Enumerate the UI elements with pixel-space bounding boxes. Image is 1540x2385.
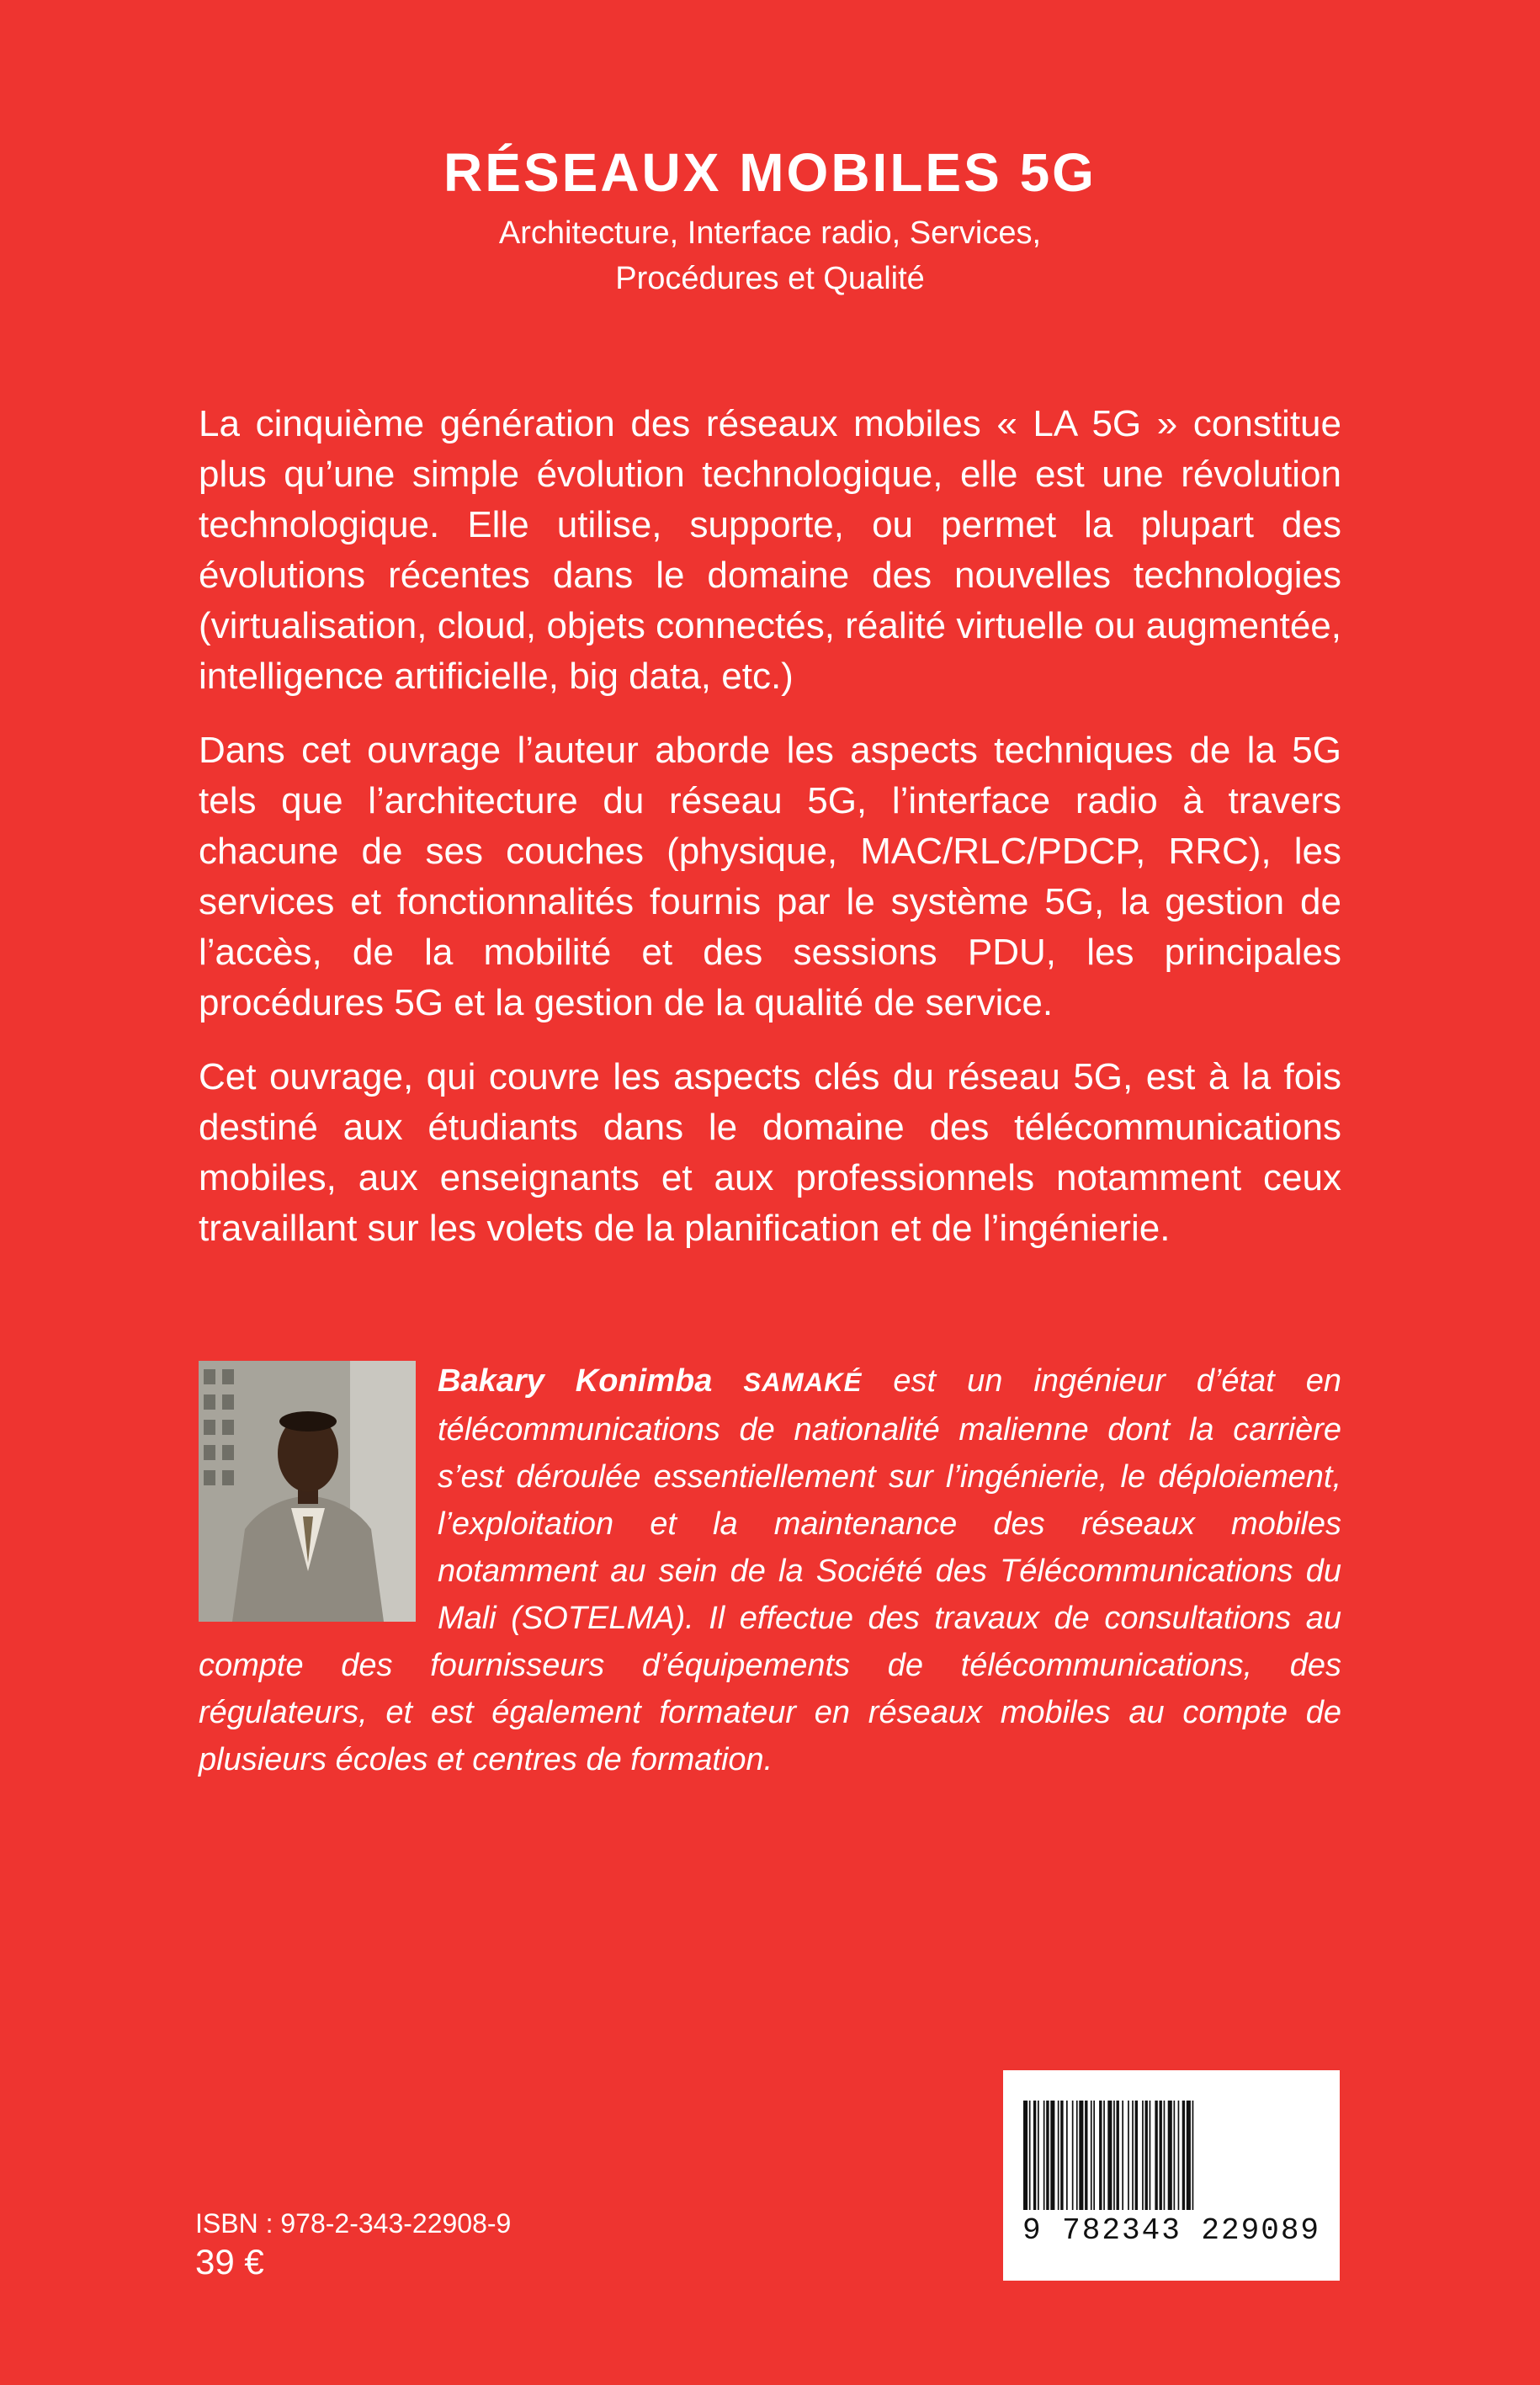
description-paragraph-3: Cet ouvrage, qui couvre les aspects clés du réseau 5G, est à la fois destiné aux étudiants dans le domaine des télécommunications mobiles, aux enseignants et aux professionnels notamment ceux travaillant sur les volets de la planification et de l’ingénierie. [199, 1056, 1341, 1249]
barcode-bar [1043, 2101, 1045, 2210]
barcode-bar [1060, 2101, 1063, 2210]
book-title: RÉSEAUX MOBILES 5G [443, 142, 1097, 203]
barcode-bar [1066, 2101, 1068, 2210]
barcode-bar [1046, 2101, 1049, 2210]
author-first-name: Bakary Konimba [438, 1363, 744, 1399]
barcode-bar [1155, 2101, 1157, 2210]
author-bio-text: est un ingénieur d’état en télécommunications de nationalité malienne dont la carrière s’est déroulée essentiellement sur l’ingénierie, le déploiement, l’exploitation et la maintenance des réseaux mobiles notamment au sein de la Société des Télécommunications du Mali (SOTELMA). Il effectue des travaux de consultations au compte des fournisseurs d’équipements de télécommunications, des régulateurs, et est également formateur en réseaux mobiles au compte de plusieurs écoles et centres de formation. [199, 1363, 1341, 1777]
barcode-bar [1029, 2101, 1031, 2210]
author-name [438, 1363, 862, 1399]
barcode-bar [1174, 2101, 1176, 2210]
barcode-bar [1113, 2101, 1115, 2210]
isbn-label: ISBN : 978-2-343-22908-9 [195, 2208, 512, 2239]
book-description [199, 399, 1341, 1277]
description-paragraph-1: La cinquième génération des réseaux mobiles « LA 5G » constitue plus qu’une simple évolution technologique, elle est une révolution technologique. Elle utilise, supporte, ou permet la plupart des évolutions récentes dans le domaine des nouvelles technologies (virtualisation, cloud, objets connectés, réalité virtuelle ou augmentée, intelligence artificielle, big data, etc.) [199, 403, 1341, 697]
subtitle-line-2: Procédures et Qualité [615, 261, 925, 296]
barcode-bar [1182, 2101, 1185, 2210]
barcode-bar [1023, 2101, 1028, 2210]
barcode-bar [1103, 2101, 1105, 2210]
barcode-bar [1085, 2101, 1087, 2210]
barcode-bar [1192, 2101, 1194, 2210]
barcode-bar [1178, 2101, 1180, 2210]
barcode-bar [1050, 2101, 1054, 2210]
price-label: 39 € [195, 2242, 264, 2281]
barcode-bar [1132, 2101, 1134, 2210]
barcode-bar [1142, 2101, 1144, 2210]
description-paragraph-2: Dans cet ouvrage l’auteur aborde les aspects techniques de la 5G tels que l’architecture du réseau 5G, l’interface radio à travers chacune de ses couches (physique, MAC/RLC/PDCP, RRC), les services et fonctionnalités fournis par le système 5G, la gestion de l’accès, de la mobilité et des sessions PDU, les principales procédures 5G et la gestion de la qualité de service. [199, 730, 1341, 1023]
barcode-bar [1033, 2101, 1036, 2210]
barcode-bar [1168, 2101, 1172, 2210]
barcode-number: 9 782343 229089 [1022, 2213, 1321, 2248]
author-photo [199, 1361, 416, 1622]
subtitle-line-1: Architecture, Interface radio, Services, [498, 215, 1042, 251]
barcode-bar [1079, 2101, 1083, 2210]
barcode [1003, 2070, 1340, 2281]
barcode-bar [1164, 2101, 1166, 2210]
barcode-bar [1072, 2101, 1074, 2210]
book-subtitle [0, 210, 1540, 301]
barcode-bar [1135, 2101, 1138, 2210]
barcode-bars [1020, 2101, 1323, 2210]
barcode-bar [1122, 2101, 1123, 2210]
barcode-bar [1091, 2101, 1092, 2210]
barcode-bar [1107, 2101, 1112, 2210]
barcode-bar [1058, 2101, 1059, 2210]
barcode-bar [1093, 2101, 1095, 2210]
barcode-bar [1187, 2101, 1191, 2210]
barcode-bar [1117, 2101, 1119, 2210]
barcode-bar [1099, 2101, 1102, 2210]
barcode-bar [1076, 2101, 1078, 2210]
author-bio [199, 1357, 1341, 1783]
barcode-bar [1160, 2101, 1162, 2210]
barcode-bar [1038, 2101, 1039, 2210]
barcode-bar [1145, 2101, 1148, 2210]
barcode-bar [1128, 2101, 1129, 2210]
author-last-name: SAMAKÉ [743, 1368, 863, 1397]
barcode-bar [1150, 2101, 1151, 2210]
